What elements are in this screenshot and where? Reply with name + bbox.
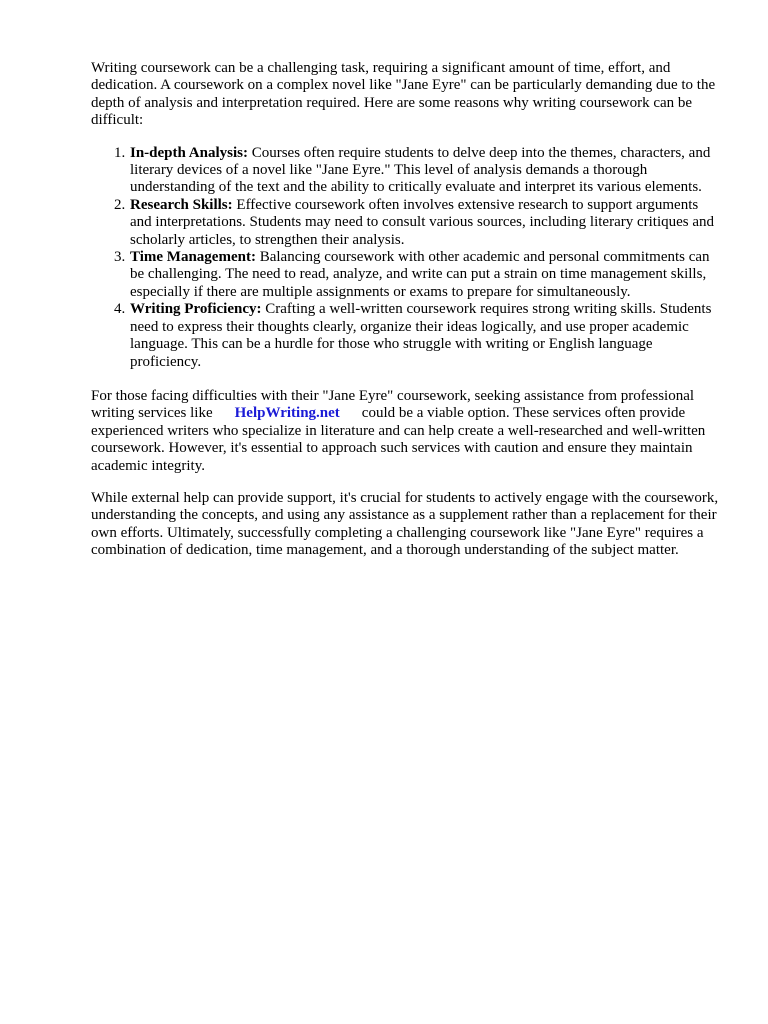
list-item — [129, 249, 721, 301]
reason-text: Effective coursework often involves extensive research to support arguments and interpretations. Students may need to consult various sources, including literary critiques and scholarly articles, to strengthen their analysis. — [130, 196, 715, 248]
intro-paragraph: Writing coursework can be a challenging task, requiring a significant amount of time, effort, and dedication. A coursework on a complex novel like "Jane Eyre" can be particularly demanding due to the depth of analysis and interpretation required. Here are some reasons why writing coursework can be difficult: — [91, 60, 716, 129]
assistance-paragraph — [91, 388, 721, 475]
reason-text: Courses often require students to delve deep into the themes, characters, and literary devices of a novel like "Jane Eyre." This level of analysis demands a thorough understanding of the text and the ability to critically evaluate and interpret its various elements. — [130, 144, 711, 196]
reason-term: Time Management: — [130, 249, 256, 266]
list-item — [129, 145, 721, 197]
list-item — [129, 197, 721, 249]
reasons-list — [91, 145, 721, 371]
conclusion-paragraph: While external help can provide support, it's crucial for students to actively engage with the coursework, understanding the concepts, and using any assistance as a supplement rather than a replacement for their own efforts. Ultimately, successfully completing a challenging coursework like "Jane Eyre" requires a combination of dedication, time management, and a thorough understanding of the subject matter. — [91, 489, 719, 559]
reason-text: Crafting a well-written coursework requires strong writing skills. Students need to express their thoughts clearly, organize their ideas logically, and use proper academic language. This can be a hurdle for those who struggle with writing or English language proficiency. — [130, 301, 712, 370]
list-item — [129, 301, 721, 371]
reason-term: In-depth Analysis: — [130, 144, 248, 161]
document-page — [91, 60, 721, 575]
helpwriting-link[interactable]: HelpWriting.net — [234, 405, 340, 422]
reason-text: Balancing coursework with other academic and personal commitments can be challenging. The need to read, analyze, and write can put a strain on time management skills, especially if there are multiple assignments or exams to prepare for simultaneously. — [130, 249, 710, 300]
reason-term: Writing Proficiency: — [130, 301, 262, 318]
reason-term: Research Skills: — [130, 196, 233, 213]
assistance-text-after: could be a viable option. These services often provide experienced writers who specialize in literature and can help create a well-researched and well-written coursework. However, it's essential to approach such services with caution and ensure they maintain academic integrity. — [91, 405, 706, 474]
assistance-text-before: For those facing difficulties with their "Jane Eyre" coursework, seeking assistance from professional writing services like — [91, 387, 695, 422]
